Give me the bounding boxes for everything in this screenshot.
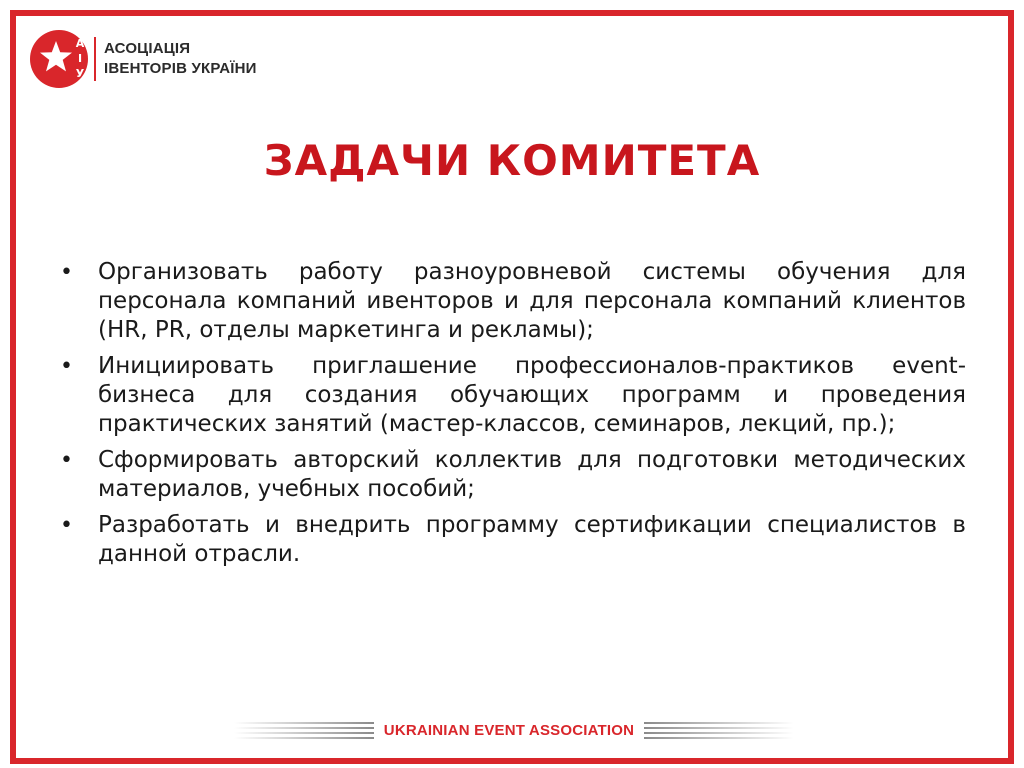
bullet-list: [58, 258, 966, 576]
bullet-item: [58, 511, 966, 569]
footer-line: [644, 732, 794, 734]
footer-line: [644, 727, 794, 729]
logo-line-1: АСОЦІАЦІЯ: [104, 40, 191, 57]
bullet-item: [58, 446, 966, 504]
association-logo: [30, 30, 257, 88]
bullet-text: Сформировать авторский коллектив для подготовки методических материалов, учебных пособий;: [98, 447, 966, 502]
footer-lines-right: [644, 722, 794, 739]
footer-line: [234, 732, 374, 734]
footer-banner: [230, 718, 798, 742]
logo-letter: А: [75, 37, 85, 50]
bullet-item: [58, 352, 966, 439]
footer-text: UKRAINIAN EVENT ASSOCIATION: [383, 721, 635, 739]
logo-divider: [94, 37, 96, 81]
star-icon: [38, 39, 74, 75]
logo-letter: І: [77, 52, 83, 65]
bullet-text: Организовать работу разноуровневой системы обучения для персонала компаний ивенторов и для персонала компаний клиентов (HR, PR, отделы маркетинга и рекламы);: [98, 259, 966, 343]
bullet-dot-icon: •: [60, 260, 73, 285]
logo-text: [104, 39, 257, 79]
logo-line-2: ІВЕНТОРІВ УКРАЇНИ: [104, 60, 257, 77]
bullet-item: [58, 258, 966, 345]
bullet-text: Инициировать приглашение профессионалов-практиков event-бизнеса для создания обучающих программ и проведения практических занятий (мастер-классов, семинаров, лекций, пр.);: [98, 353, 966, 437]
bullet-text: Разработать и внедрить программу сертификации специалистов в данной отрасли.: [98, 512, 966, 567]
logo-mark: [30, 30, 88, 88]
slide-title: ЗАДАЧИ КОМИТЕТА: [263, 136, 761, 185]
footer-line: [234, 737, 374, 739]
footer-line: [644, 722, 794, 724]
footer-lines-left: [234, 722, 374, 739]
logo-letter: У: [75, 67, 85, 80]
footer-line: [234, 727, 374, 729]
bullet-dot-icon: •: [60, 354, 73, 379]
bullet-dot-icon: •: [60, 513, 73, 538]
footer-line: [234, 722, 374, 724]
bullet-dot-icon: •: [60, 448, 73, 473]
footer-line: [644, 737, 794, 739]
logo-letters: [74, 36, 86, 81]
